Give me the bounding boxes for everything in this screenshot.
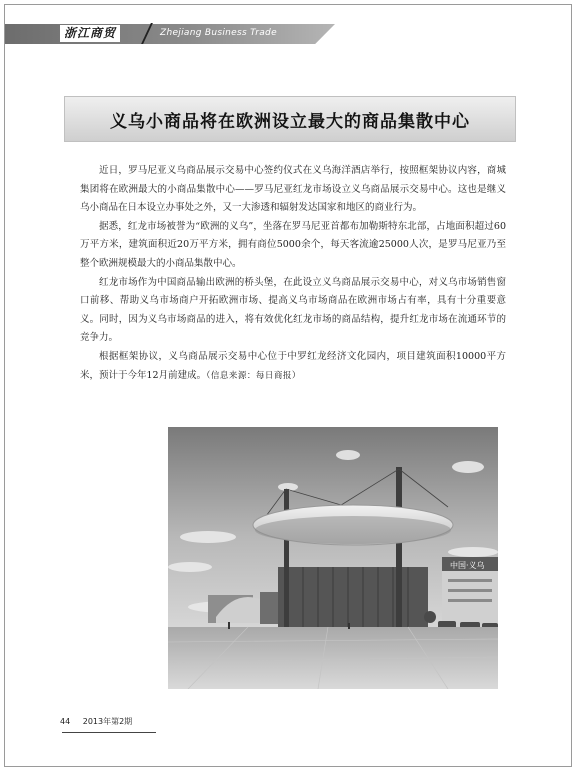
page-number: 44 [60, 717, 71, 726]
paragraph-2: 据悉，红龙市场被誉为“欧洲的义乌”，坐落在罗马尼亚首都布加勒斯特东北部，占地面积超过60万平方米，建筑面积近20万平方米，拥有商位5000余个，每天客流逾25000人次，是罗马尼亚乃至整个欧洲规模最大的小商品集散中心。 [80, 220, 506, 269]
article-title-box [64, 96, 516, 142]
paragraph-4 [80, 348, 506, 385]
paragraph-1: 近日，罗马尼亚义乌商品展示交易中心签约仪式在义乌海洋酒店举行，按照框架协议内容，商城集团将在欧洲最大的小商品集散中心——罗马尼亚红龙市场设立义乌商品展示交易中心。这也是继义乌小商品在日本设立办事处之外，又一大渗透和辐射发达国家和地区的商业行为。 [80, 165, 506, 214]
building-sign: 中国·义乌 [450, 561, 485, 570]
page-footer [60, 716, 132, 727]
magazine-logo: 浙江商贸 [60, 25, 120, 42]
footer-rule [62, 732, 156, 733]
market-photo [168, 427, 498, 689]
paragraph-3: 红龙市场作为中国商品输出欧洲的桥头堡，在此设立义乌商品展示交易中心，对义乌市场销售窗口前移、帮助义乌市场商户开拓欧洲市场、提高义乌市场商品在欧洲市场占有率，具有十分重要意义。同时，因为义乌市场商品的进入，将有效优化红龙市场的商品结构，提升红龙市场在流通环节的竞争力。 [80, 276, 506, 344]
article-title: 义乌小商品将在欧洲设立最大的商品集散中心 [110, 111, 470, 132]
issue-label: 2013年第2期 [82, 717, 133, 726]
article-body [80, 162, 506, 385]
paragraph-4-text: 根据框架协议，义乌商品展示交易中心位于中罗红龙经济文化园内，项目建筑面积10000平方米，预计于今年12月前建成。 [80, 350, 506, 381]
source-note: （信息来源：每日商报） [206, 370, 301, 381]
magazine-subtitle: Zhejiang Business Trade [160, 28, 277, 38]
